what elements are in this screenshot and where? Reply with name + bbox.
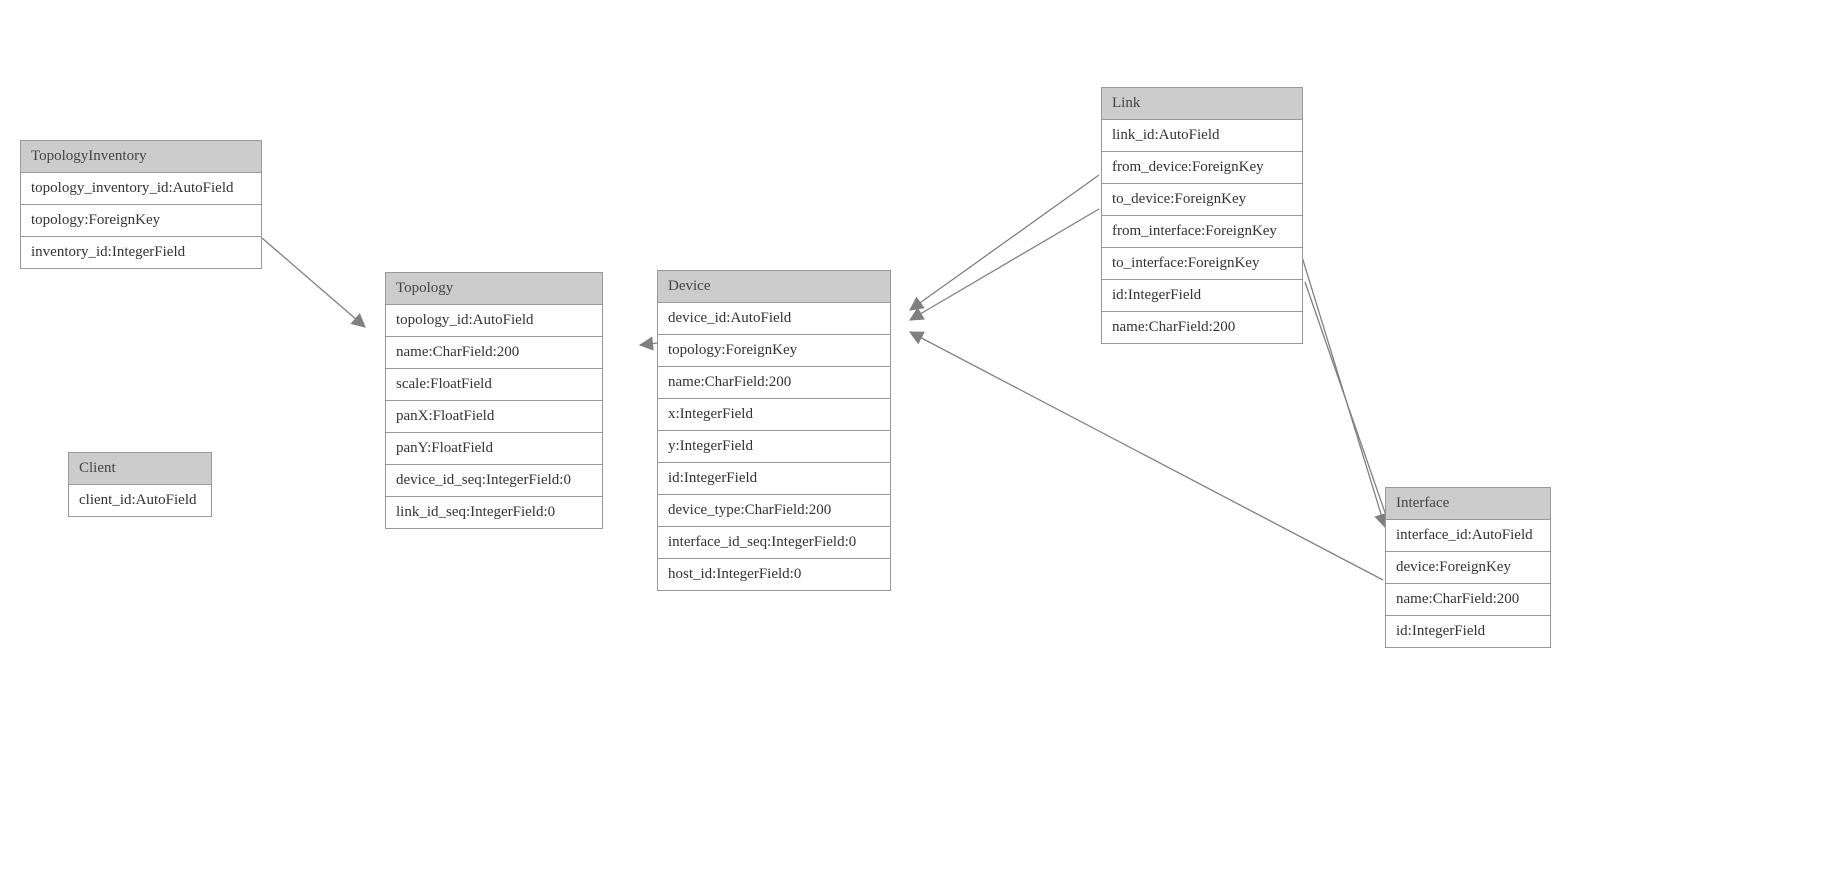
entity-field: name:CharField:200 (386, 337, 602, 369)
entity-field: interface_id:AutoField (1386, 520, 1550, 552)
entity-field: device_type:CharField:200 (658, 495, 890, 527)
entity-client[interactable] (68, 452, 212, 517)
entity-topologyinventory[interactable] (20, 140, 262, 269)
edge-link-from-device (910, 175, 1099, 310)
entity-field: name:CharField:200 (1386, 584, 1550, 616)
entity-field: topology_id:AutoField (386, 305, 602, 337)
entity-field: link_id_seq:IntegerField:0 (396, 504, 556, 520)
entity-field: device:ForeignKey (1386, 552, 1550, 584)
entity-link[interactable] (1101, 87, 1303, 344)
entity-field: topology_inventory_id:AutoField (21, 173, 261, 205)
entity-title: Client (69, 453, 211, 485)
entity-device[interactable] (657, 270, 891, 591)
entity-field: y:IntegerField (658, 431, 890, 463)
entity-field: panY:FloatField (386, 433, 602, 465)
entity-field: scale:FloatField (386, 369, 602, 401)
entity-field: id:IntegerField (1396, 623, 1486, 639)
entity-field: to_device:ForeignKey (1102, 184, 1302, 216)
entity-field: link_id:AutoField (1102, 120, 1302, 152)
entity-field: client_id:AutoField (79, 492, 197, 508)
entity-field: x:IntegerField (658, 399, 890, 431)
entity-interface[interactable] (1385, 487, 1551, 648)
entity-field: topology:ForeignKey (658, 335, 890, 367)
entity-field: interface_id_seq:IntegerField:0 (658, 527, 890, 559)
edge-link-from-interface (1299, 247, 1385, 527)
entity-field: panX:FloatField (386, 401, 602, 433)
entity-field: device_id:AutoField (658, 303, 890, 335)
entity-title: Topology (386, 273, 602, 305)
entity-field: name:CharField:200 (1112, 319, 1236, 335)
edge-device-interface (910, 332, 1383, 580)
entity-field: id:IntegerField (658, 463, 890, 495)
edge-topologyinventory-topology (262, 238, 365, 327)
edge-link-to-device (910, 209, 1099, 320)
entity-field: host_id:IntegerField:0 (668, 566, 802, 582)
edge-link-to-interface (1305, 282, 1390, 527)
entity-field: inventory_id:IntegerField (31, 244, 186, 260)
entity-field: from_device:ForeignKey (1102, 152, 1302, 184)
entity-topology[interactable] (385, 272, 603, 529)
entity-field: topology:ForeignKey (21, 205, 261, 237)
entity-field: to_interface:ForeignKey (1102, 248, 1302, 280)
entity-title: TopologyInventory (21, 141, 261, 173)
entity-field: name:CharField:200 (658, 367, 890, 399)
entity-title: Link (1102, 88, 1302, 120)
entity-field: from_interface:ForeignKey (1102, 216, 1302, 248)
entity-title: Device (658, 271, 890, 303)
entity-field: device_id_seq:IntegerField:0 (386, 465, 602, 497)
entity-title: Interface (1386, 488, 1550, 520)
entity-field: id:IntegerField (1102, 280, 1302, 312)
